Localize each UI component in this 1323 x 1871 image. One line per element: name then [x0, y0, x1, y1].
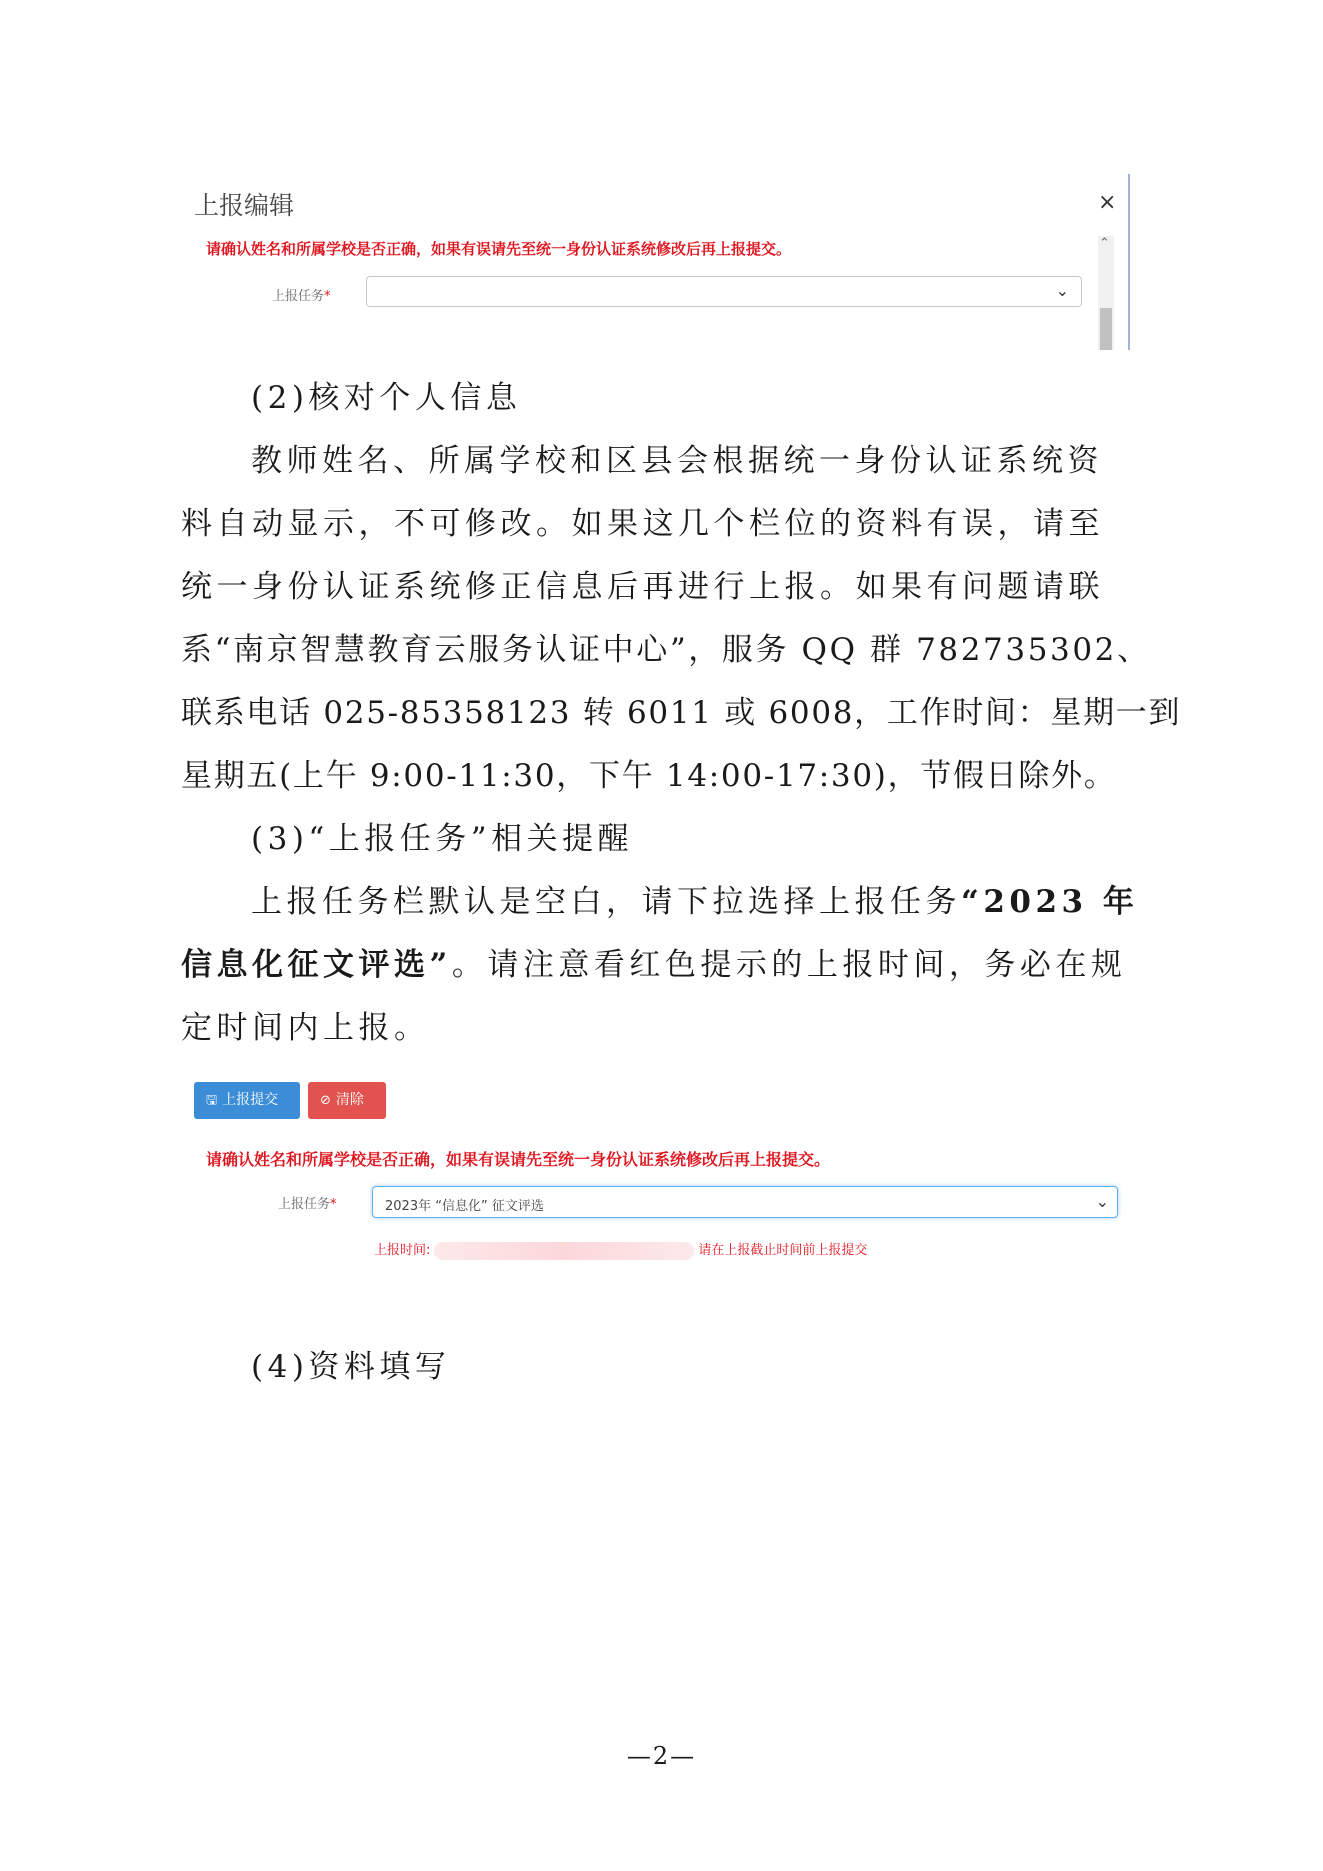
task-field-label	[272, 285, 331, 304]
section-heading-4: (4)资料填写	[251, 1349, 451, 1385]
page-number: —2—	[626, 1742, 697, 1770]
ban-icon: ⊘	[320, 1093, 331, 1108]
chevron-down-icon: ⌄	[1055, 281, 1069, 300]
required-mark: *	[324, 289, 331, 304]
paragraph-line: 联系电话 025-85358123 转 6011 或 6008，工作时间：星期一到	[181, 695, 1182, 731]
section-heading-3: (3)“上报任务”相关提醒	[251, 821, 634, 857]
task-select-value: 2023年 “信息化” 征文评选	[385, 1199, 544, 1214]
paragraph-text: 上报任务栏默认是空白，请下拉选择上报任务	[251, 884, 961, 920]
paragraph-emphasis: 信息化征文评选”	[181, 947, 452, 983]
chevron-down-icon: ⌄	[1095, 1192, 1109, 1211]
paragraph-line: 统一身份认证系统修正信息后再进行上报。如果有问题请联	[181, 569, 1104, 605]
submit-label: 上报提交	[222, 1092, 279, 1108]
paragraph-line	[181, 947, 1127, 983]
paragraph-text: 。请注意看红色提示的上报时间，务必在规	[451, 947, 1127, 983]
verify-warning: 请确认姓名和所属学校是否正确，如果有误请先至统一身份认证系统修改后再上报提交。	[206, 240, 792, 258]
required-mark: *	[330, 1197, 337, 1212]
modal-border	[1128, 174, 1130, 350]
paragraph-emphasis: “2023 年	[961, 884, 1139, 920]
paragraph-line: 教师姓名、所属学校和区县会根据统一身份认证系统资	[251, 443, 1103, 479]
report-time-label: 上报时间:	[374, 1243, 431, 1258]
report-time-note: 请在上报截止时间前上报提交	[698, 1243, 868, 1258]
task-label-text: 上报任务	[278, 1197, 331, 1212]
save-icon: 🖫	[206, 1093, 218, 1108]
scrollbar-thumb[interactable]	[1100, 308, 1112, 350]
paragraph-line: 料自动显示，不可修改。如果这几个栏位的资料有误，请至	[181, 506, 1104, 542]
submit-report-button[interactable]	[194, 1082, 300, 1119]
clear-label: 清除	[335, 1092, 364, 1108]
paragraph-line: 星期五(上午 9:00-11:30，下午 14:00-17:30)，节假日除外。	[181, 758, 1117, 794]
close-icon[interactable]: ×	[1098, 190, 1117, 215]
scroll-up-icon[interactable]: ⌃	[1099, 236, 1110, 251]
clear-button[interactable]	[308, 1082, 386, 1119]
paragraph-line	[251, 884, 1139, 920]
section-heading-2: (2)核对个人信息	[251, 380, 522, 416]
task-select[interactable]	[372, 1186, 1118, 1218]
report-edit-modal	[186, 174, 1132, 350]
verify-warning: 请确认姓名和所属学校是否正确，如果有误请先至统一身份认证系统修改后再上报提交。	[206, 1150, 831, 1169]
modal-title: 上报编辑	[194, 191, 295, 220]
task-select[interactable]	[366, 276, 1082, 307]
report-time-hint	[374, 1239, 867, 1260]
paragraph-line: 定时间内上报。	[181, 1010, 430, 1046]
task-label-text: 上报任务	[272, 289, 325, 304]
modal-scrollbar[interactable]	[1098, 236, 1114, 350]
paragraph-line: 系“南京智慧教育云服务认证中心”，服务 QQ 群 782735302、	[181, 632, 1151, 668]
report-form	[190, 1082, 1136, 1262]
redacted-time-value	[434, 1242, 694, 1260]
task-field-label	[278, 1193, 337, 1212]
